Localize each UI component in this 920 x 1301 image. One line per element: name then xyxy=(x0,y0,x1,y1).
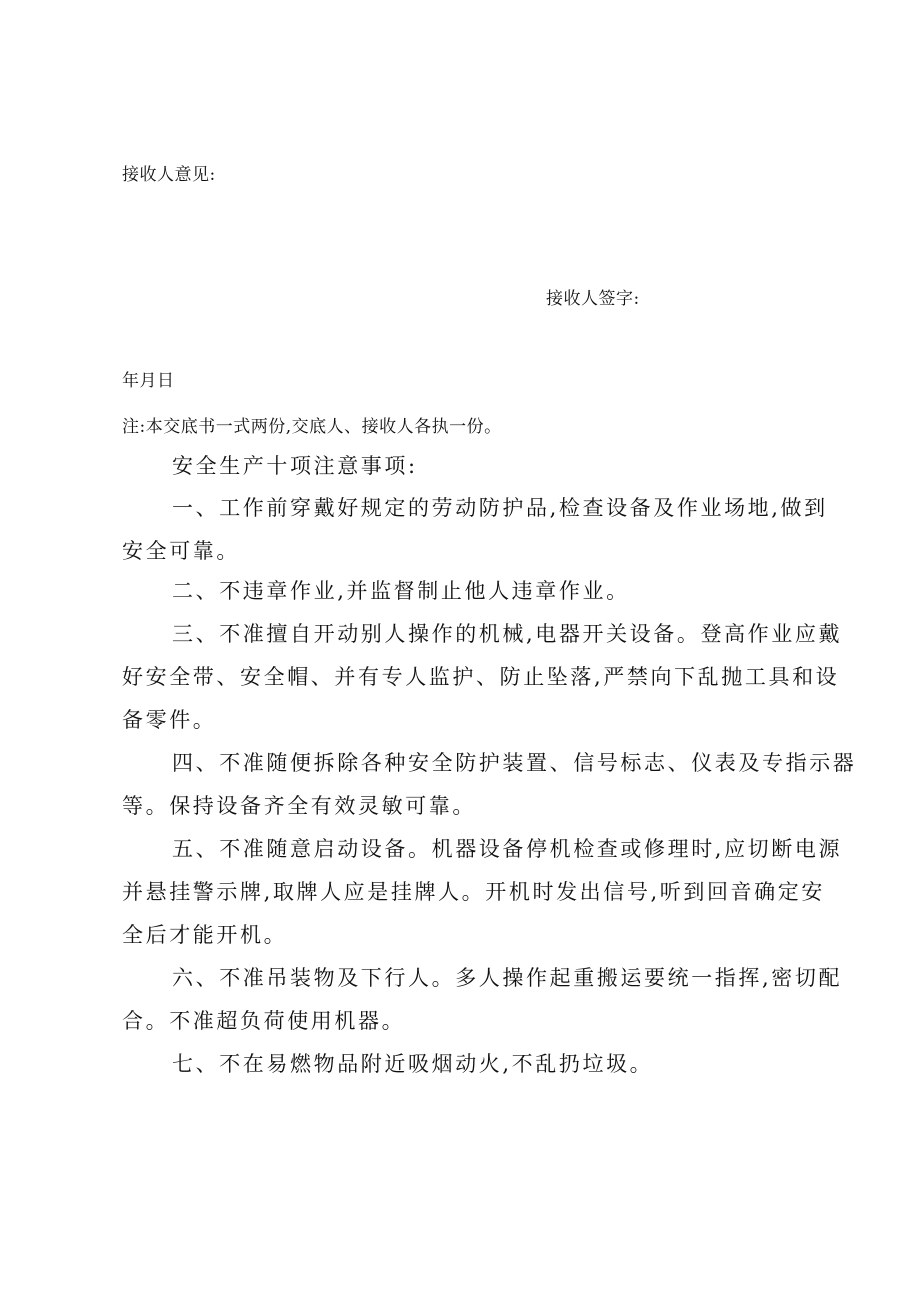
item-6-line-1: 六、不准吊装物及下行人。多人操作起重搬运要统一指挥,密切配 xyxy=(172,966,843,990)
item-3-line-3: 备零件。 xyxy=(122,708,217,732)
item-1-line-1: 一、工作前穿戴好规定的劳动防护品,检查设备及作业场地,做到 xyxy=(172,496,828,520)
item-5-line-1: 五、不准随意启动设备。机器设备停机检查或修理时,应切断电源 xyxy=(172,837,843,861)
item-7-line-1: 七、不在易燃物品附近吸烟动火,不乱扔垃圾。 xyxy=(172,1052,654,1076)
item-6-line-2: 合。不准超负荷使用机器。 xyxy=(122,1009,406,1033)
item-2-line-1: 二、不违章作业,并监督制止他人违章作业。 xyxy=(172,579,630,603)
date-label: 年月日 xyxy=(122,371,175,391)
item-3-line-1: 三、不准擅自开动别人操作的机械,电器开关设备。登高作业应戴 xyxy=(172,622,843,646)
item-4-line-2: 等。保持设备齐全有效灵敏可靠。 xyxy=(122,794,476,818)
item-5-line-3: 全后才能开机。 xyxy=(122,923,288,947)
item-5-line-2: 并悬挂警示牌,取牌人应是挂牌人。开机时发出信号,听到回音确定安 xyxy=(122,880,825,904)
receiver-opinion-label: 接收人意见: xyxy=(122,165,216,185)
note-text: 注:本交底书一式两份,交底人、接收人各执一份。 xyxy=(122,417,502,437)
item-4-line-1: 四、不准随便拆除各种安全防护装置、信号标志、仪表及专指示器 xyxy=(172,751,857,775)
item-3-line-2: 好安全带、安全帽、并有专人监护、防止坠落,严禁向下乱抛工具和设 xyxy=(122,665,840,689)
item-1-line-2: 安全可靠。 xyxy=(122,539,240,563)
receiver-signature-label: 接收人签字: xyxy=(546,289,640,309)
section-title: 安全生产十项注意事项: xyxy=(172,454,418,478)
